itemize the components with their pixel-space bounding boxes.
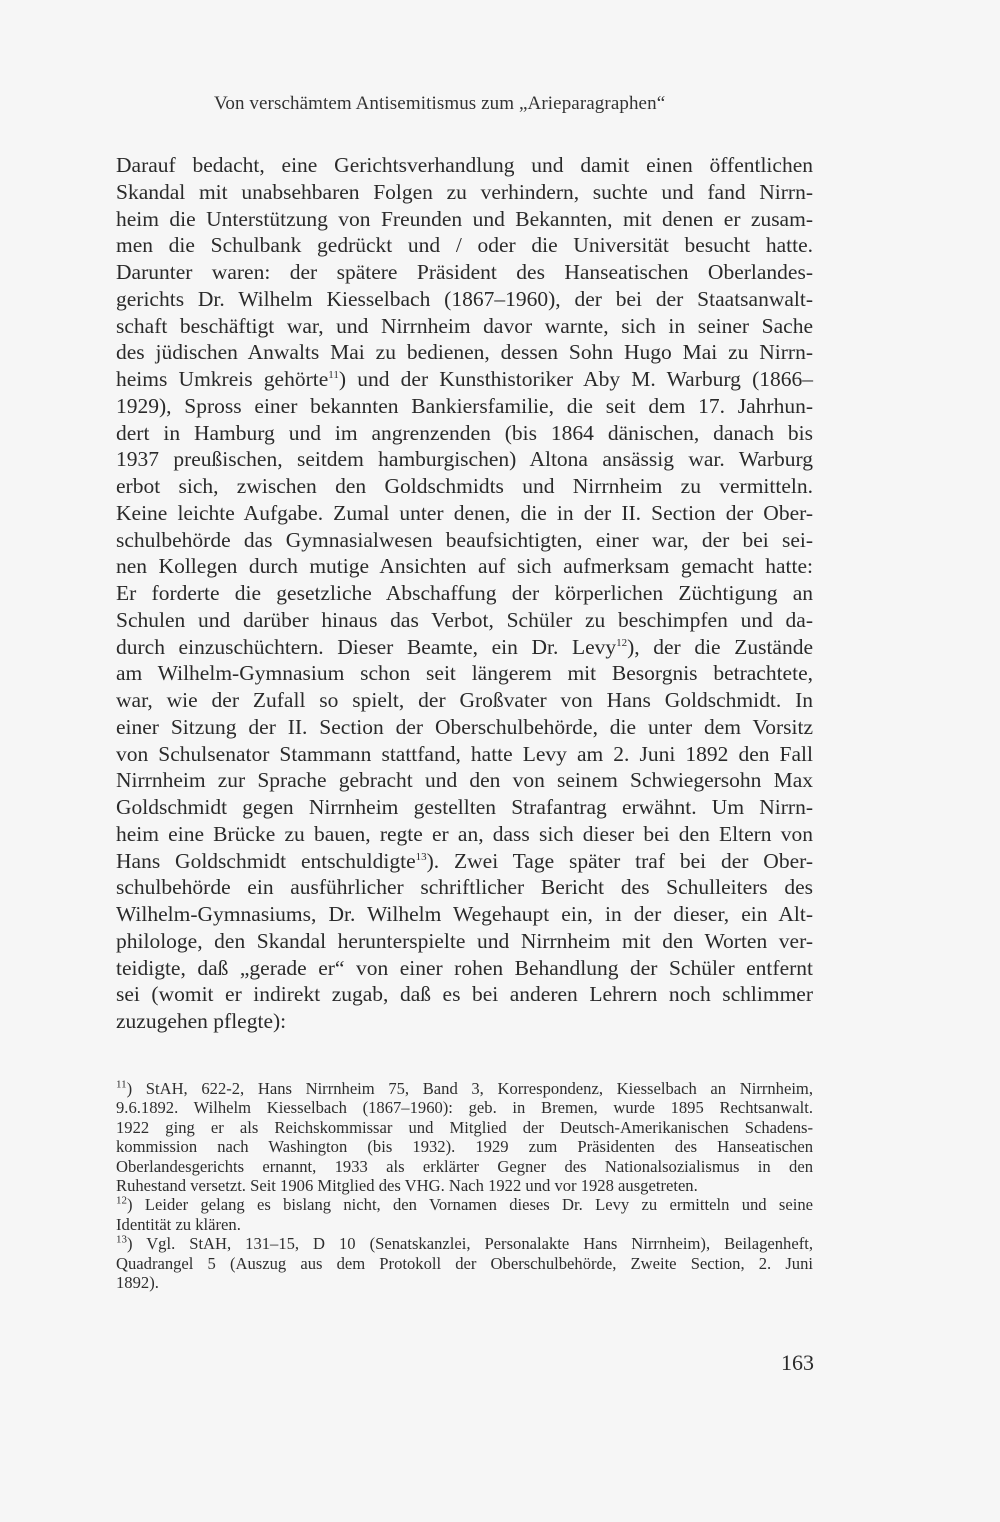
footnotes (116, 1079, 813, 1292)
footnote-text: ) StAH, 622-2, Hans Nirrnheim 75, Band 3, Korrespondenz, Kiesselbach an Nirrnheim, (126, 1079, 813, 1098)
text-line: philologe, den Skandal herunterspielte und Nirrnheim mit den Worten ver- (116, 928, 813, 953)
text-line: Keine leichte Aufgabe. Zumal unter denen, die in der II. Section der Ober- (116, 500, 813, 525)
text-segment: heims Umkreis gehörte (116, 367, 329, 391)
main-text (116, 152, 813, 1035)
footnote-ref: 13 (415, 850, 427, 863)
running-header: Von verschämtem Antisemitismus zum „Arieparagraphen“ (214, 93, 666, 114)
text-line: 1929), Spross einer bekannten Bankiersfamilie, die seit dem 17. Jahrhun- (116, 393, 813, 418)
footnote-marker: 12 (116, 1194, 127, 1207)
text-line: Nirrnheim zur Sprache gebracht und den von seinem Schwiegersohn Max (116, 768, 813, 793)
text-line: gerichts Dr. Wilhelm Kiesselbach (1867–1960), der bei der Staatsanwalt- (116, 286, 813, 311)
footnote-line: kommission nach Washington (bis 1932). 1929 zum Präsidenten des Hanseatischen (116, 1137, 813, 1157)
text-line: teidigte, daß „gerade er“ von einer rohen Behandlung der Schüler entfernt (116, 955, 813, 980)
text-line-with-note (116, 634, 813, 661)
text-line: Wilhelm-Gymnasiums, Dr. Wilhelm Wegehaupt ein, in der dieser, ein Alt- (116, 902, 813, 926)
footnote-line: Identität zu klären. (116, 1214, 241, 1234)
text-line: Darauf bedacht, eine Gerichtsverhandlung und damit einen öffentlichen (116, 153, 813, 177)
text-line: sei (womit er indirekt zugab, daß es bei anderen Lehrern noch schlimmer (116, 982, 813, 1007)
footnote-marker: 13 (116, 1233, 127, 1246)
text-segment: durch einzuschüchtern. Dieser Beamte, ein Dr. Levy (116, 634, 617, 659)
text-line-with-note (116, 848, 813, 875)
text-segment: ) und der Kunsthistoriker Aby M. Warburg (1866– (338, 367, 813, 391)
text-line: von Schulsenator Stammann stattfand, hatte Levy am 2. Juni 1892 den Fall (116, 741, 813, 766)
text-line: am Wilhelm-Gymnasium schon seit längerem mit Besorgnis betrachtete, (116, 661, 813, 686)
text-line: 1937 preußischen, seitdem hamburgischen) Altona ansässig war. Warburg (116, 447, 813, 472)
text-line: war, wie der Zufall so spielt, der Großvater von Hans Goldschmidt. In (116, 688, 813, 712)
text-line: schulbehörde das Gymnasialwesen beaufsichtigten, einer war, der bei sei- (116, 527, 813, 552)
text-line: Darunter waren: der spätere Präsident des Hanseatischen Oberlandes- (116, 260, 813, 284)
text-line: zuzugehen pflegte): (116, 1009, 287, 1033)
footnote-line: Ruhestand versetzt. Seit 1906 Mitglied des VHG. Nach 1922 und vor 1928 ausgetreten. (116, 1175, 698, 1195)
text-line: heim die Unterstützung von Freunden und Bekannten, mit denen er zusam- (116, 206, 813, 231)
footnote-line: Quadrangel 5 (Auszug aus dem Protokoll der Oberschulbehörde, Zweite Section, 2. Juni (116, 1253, 813, 1273)
footnote-line: 1892). (116, 1272, 159, 1292)
text-line: Skandal mit unabsehbaren Folgen zu verhindern, suchte und fand Nirrn- (116, 179, 813, 204)
text-line: schaft beschäftigt war, und Nirrnheim davor warnte, sich in seiner Sache (116, 313, 813, 338)
text-line: nen Kollegen durch mutige Ansichten auf sich aufmerksam gemacht hatte: (116, 554, 813, 579)
footnote-line: Oberlandesgerichts ernannt, 1933 als erklärter Gegner des Nationalsozialismus in den (116, 1156, 813, 1176)
footnote-text: ) Leider gelang es bislang nicht, den Vornamen dieses Dr. Levy zu ermitteln und seine (127, 1195, 813, 1215)
footnote-line (116, 1195, 813, 1214)
footnote-ref: 11 (328, 368, 339, 381)
text-segment: Hans Goldschmidt entschuldigte (116, 848, 416, 873)
text-line: Schulen und darüber hinaus das Verbot, Schüler zu beschimpfen und da- (116, 607, 813, 632)
footnote-ref: 12 (616, 636, 628, 649)
footnote-line (116, 1079, 813, 1098)
page-number: 163 (781, 1350, 814, 1375)
footnote-text: ) Vgl. StAH, 131–15, D 10 (Senatskanzlei, Personalakte Hans Nirrnheim), Beilagenheft, (127, 1234, 813, 1254)
text-line: dert in Hamburg und im angrenzenden (bis 1864 dänischen, danach bis (116, 420, 813, 445)
text-line: erbot sich, zwischen den Goldschmidts und Nirrnheim zu vermitteln. (116, 474, 813, 498)
text-line: Goldschmidt gegen Nirrnheim gestellten Strafantrag erwähnt. Um Nirrn- (116, 795, 813, 819)
footnote-marker: 11 (116, 1078, 127, 1091)
footnote-line: 9.6.1892. Wilhelm Kiesselbach (1867–1960): geb. in Bremen, wurde 1895 Rechtsanwalt. (116, 1098, 813, 1118)
text-segment: ). Zwei Tage später traf bei der Ober- (426, 848, 814, 873)
text-line: des jüdischen Anwalts Mai zu bedienen, dessen Sohn Hugo Mai zu Nirrn- (116, 340, 813, 365)
text-line-with-note (116, 366, 813, 393)
text-line: schulbehörde ein ausführlicher schriftlicher Bericht des Schulleiters des (116, 875, 813, 900)
text-line: Er forderte die gesetzliche Abschaffung der körperlichen Züchtigung an (116, 581, 813, 605)
footnote-line (116, 1234, 813, 1253)
text-line: men die Schulbank gedrückt und / oder die Universität besucht hatte. (116, 233, 813, 258)
footnote-line: 1922 ging er als Reichskommissar und Mitglied der Deutsch-Amerikanischen Schadens- (116, 1117, 813, 1137)
text-line: einer Sitzung der II. Section der Oberschulbehörde, die unter dem Vorsitz (116, 714, 813, 739)
text-line: heim eine Brücke zu bauen, regte er an, dass sich dieser bei den Eltern von (116, 821, 813, 846)
text-segment: ), der die Zustände (627, 634, 814, 659)
